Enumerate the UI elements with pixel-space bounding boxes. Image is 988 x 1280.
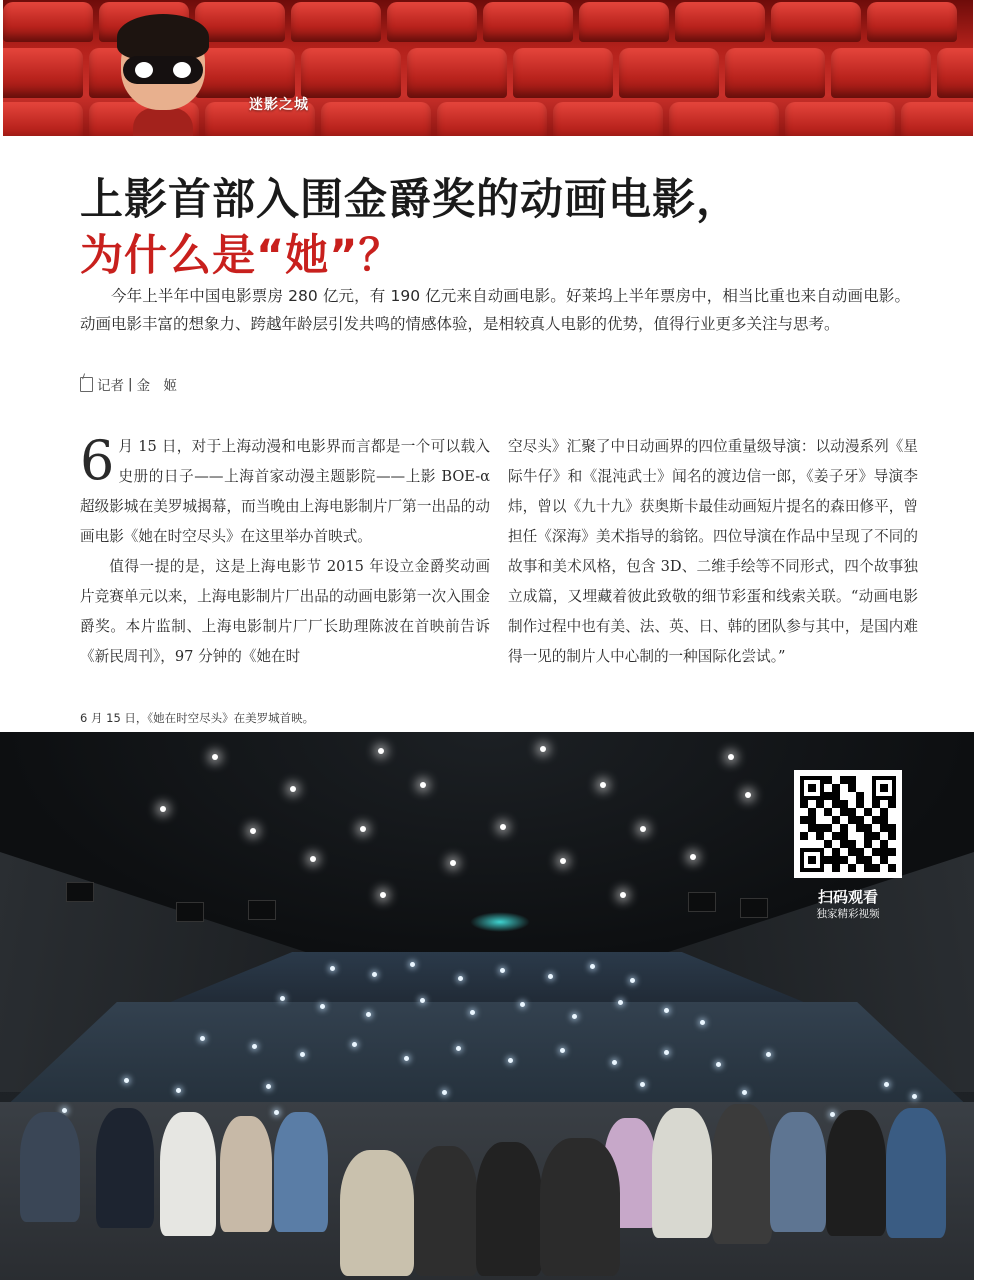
body-column-left	[80, 429, 490, 672]
byline	[80, 374, 177, 394]
cartoon-mascot-illustration	[115, 10, 211, 136]
paragraph-1-text: 月 15 日，对于上海动漫和电影界而言都是一个可以载入史册的日子——上海首家动漫主题影院——上影 BOE-α 超级影城在美罗城揭幕，而当晚由上海电影制片厂第一出品的动画电影《她在时空尽头》在这里举办首映式。	[80, 438, 490, 545]
article-lead: 今年上半年中国电影票房 280 亿元，有 190 亿元来自动画电影。好莱坞上半年票房中，相当比重也来自动画电影。动画电影丰富的想象力、跨越年龄层引发共鸣的情感体验，是相较真人电影的优势，值得行业更多关注与思考。	[80, 287, 910, 333]
audience-crowd	[0, 932, 974, 1280]
paragraph-2: 值得一提的是，这是上海电影节 2015 年设立金爵奖动画片竞赛单元以来，上海电影制片厂出品的动画电影第一次入围金爵奖。本片监制、上海电影制片厂厂长助理陈波在首映前告诉《新民周刊》，97 分钟的《她在时	[80, 558, 490, 665]
headline-line-1: 上影首部入围金爵奖的动画电影，	[80, 175, 740, 225]
body-column-right	[508, 432, 918, 672]
byline-separator: |	[128, 376, 133, 392]
premiere-photo	[0, 732, 974, 1280]
speaker-icon	[66, 882, 94, 902]
qr-title: 扫码观看	[817, 888, 878, 906]
paragraph-3: 空尽头》汇聚了中日动画界的四位重量级导演：以动漫系列《星际牛仔》和《混沌武士》闻名的渡边信一郎，《姜子牙》导演李炜，曾以《九十九》获奥斯卡最佳动画短片提名的森田修平，曾担任《深海》美术指导的翁铭。四位导演在作品中呈现了不同的故事和美术风格，包含 3D、二维手绘等不同形式，四个故事独立成篇，又埋藏着彼此致敬的细节彩蛋和线索关联。“动画电影制作过程中也有美、法、英、日、韩的团队参与其中，是国内难得一见的制片人中心制的一种国际化尝试。”	[508, 438, 918, 665]
header-banner	[3, 0, 973, 136]
byline-label: 记者	[97, 378, 124, 394]
photo-caption: 6 月 15 日，《她在时空尽头》在美罗城首映。	[80, 711, 315, 725]
projector-glow	[470, 912, 530, 932]
speaker-icon	[248, 900, 276, 920]
headline-line-2: 为什么是“她”？	[80, 231, 403, 281]
speaker-icon	[688, 892, 716, 912]
qr-subtitle: 独家精彩视频	[816, 908, 880, 920]
paragraph-1	[80, 429, 490, 552]
pen-icon	[80, 377, 93, 392]
qr-code[interactable]	[794, 770, 902, 878]
section-tag: 迷影之城	[249, 97, 309, 113]
byline-name: 金 姬	[136, 378, 178, 394]
speaker-icon	[176, 902, 204, 922]
speaker-icon	[740, 898, 768, 918]
drop-cap: 6	[80, 429, 115, 492]
